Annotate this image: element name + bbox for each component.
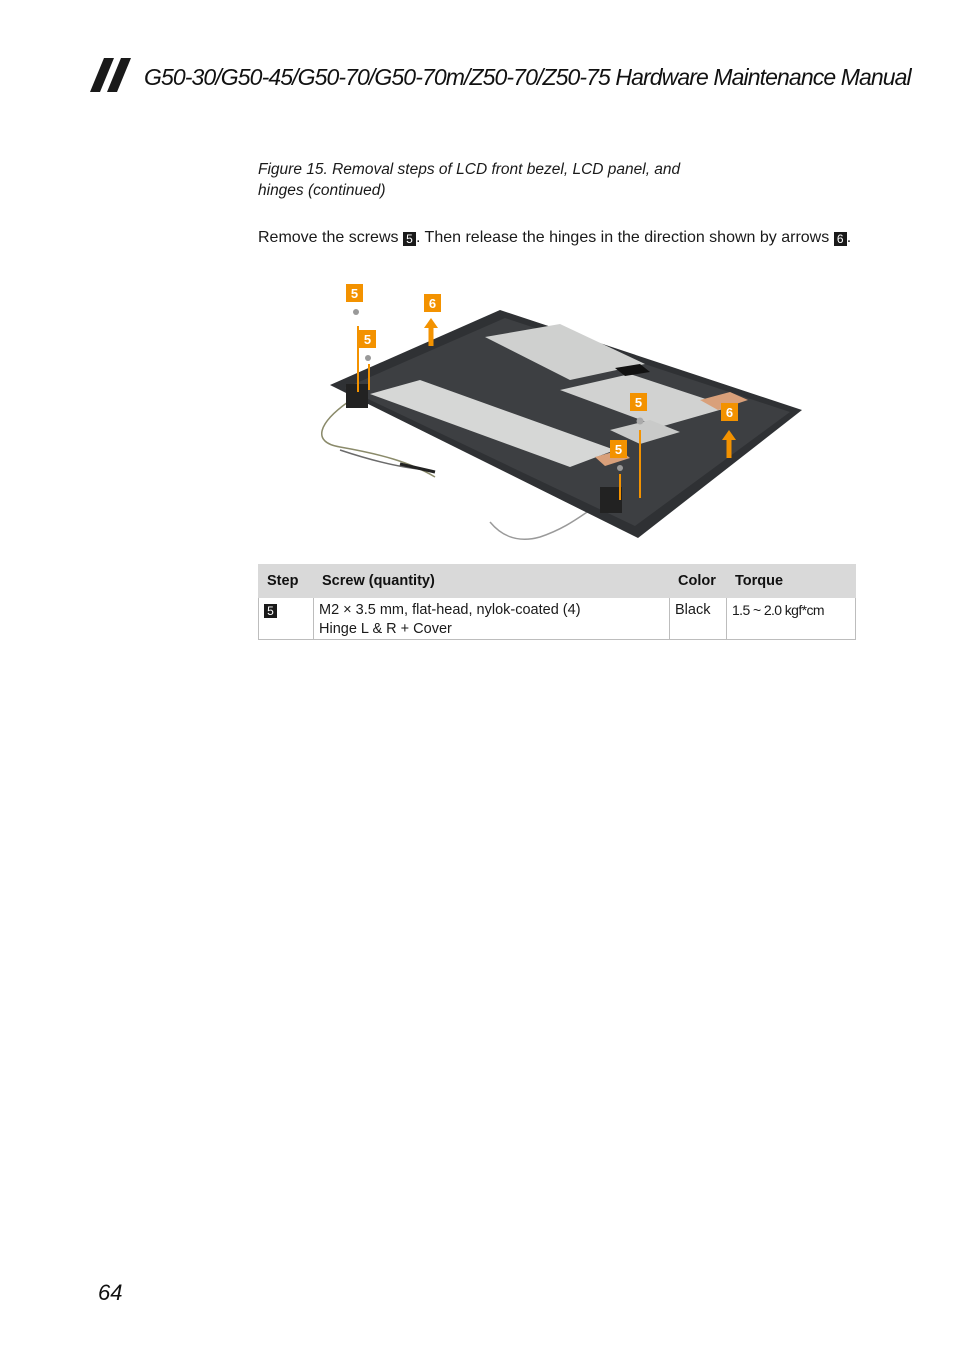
step-5-badge: 5 (264, 604, 277, 618)
figure-caption-line2: hinges (continued) (258, 182, 386, 199)
page-header (90, 58, 911, 98)
step-6-badge: 6 (834, 232, 847, 246)
table-row (259, 598, 856, 640)
table-header-row (259, 565, 856, 598)
callout-screw-5: 5 (634, 395, 643, 410)
cell-screw (314, 598, 670, 640)
screw-icon (365, 355, 371, 361)
page-number: 64 (98, 1280, 123, 1305)
manual-title: G50-30/G50-45/G50-70/G50-70m/Z50-70/Z50-75 Hardware Maintenance Manual (144, 64, 911, 90)
figure-caption-line1: Figure 15. Removal steps of LCD front bezel, LCD panel, and (258, 161, 681, 178)
screw-spec-line1: M2 × 3.5 mm, flat-head, nylok-coated (4) (319, 602, 581, 618)
col-header-step: Step (259, 565, 314, 598)
figure-caption (258, 159, 778, 201)
col-header-screw: Screw (quantity) (314, 565, 670, 598)
callout-screw-5: 5 (614, 442, 623, 457)
cell-step (259, 598, 314, 640)
step-5-badge: 5 (403, 232, 416, 246)
cell-torque: 1.5 ~ 2.0 kgf*cm (727, 598, 856, 640)
instruction-part2: . Then release the hinges in the direction shown by arrows (415, 229, 830, 246)
double-slash-logo-icon (90, 58, 134, 94)
instruction-text (258, 227, 856, 248)
cell-color: Black (670, 598, 727, 640)
callout-arrow-6: 6 (725, 405, 734, 420)
col-header-torque: Torque (727, 565, 856, 598)
callout-arrow-6: 6 (428, 296, 437, 311)
callout-screw-5: 5 (363, 332, 372, 347)
screw-icon (617, 465, 623, 471)
screw-icon (353, 309, 359, 315)
screw-spec-line2: Hinge L & R + Cover (319, 621, 452, 637)
col-header-color: Color (670, 565, 727, 598)
screw-spec-table (258, 564, 856, 640)
instruction-part3: . (846, 229, 852, 246)
callout-screw-5: 5 (350, 286, 359, 301)
screw-icon (637, 418, 644, 425)
instruction-part1: Remove the screws (258, 229, 399, 246)
lcd-cover-illustration (300, 282, 810, 544)
